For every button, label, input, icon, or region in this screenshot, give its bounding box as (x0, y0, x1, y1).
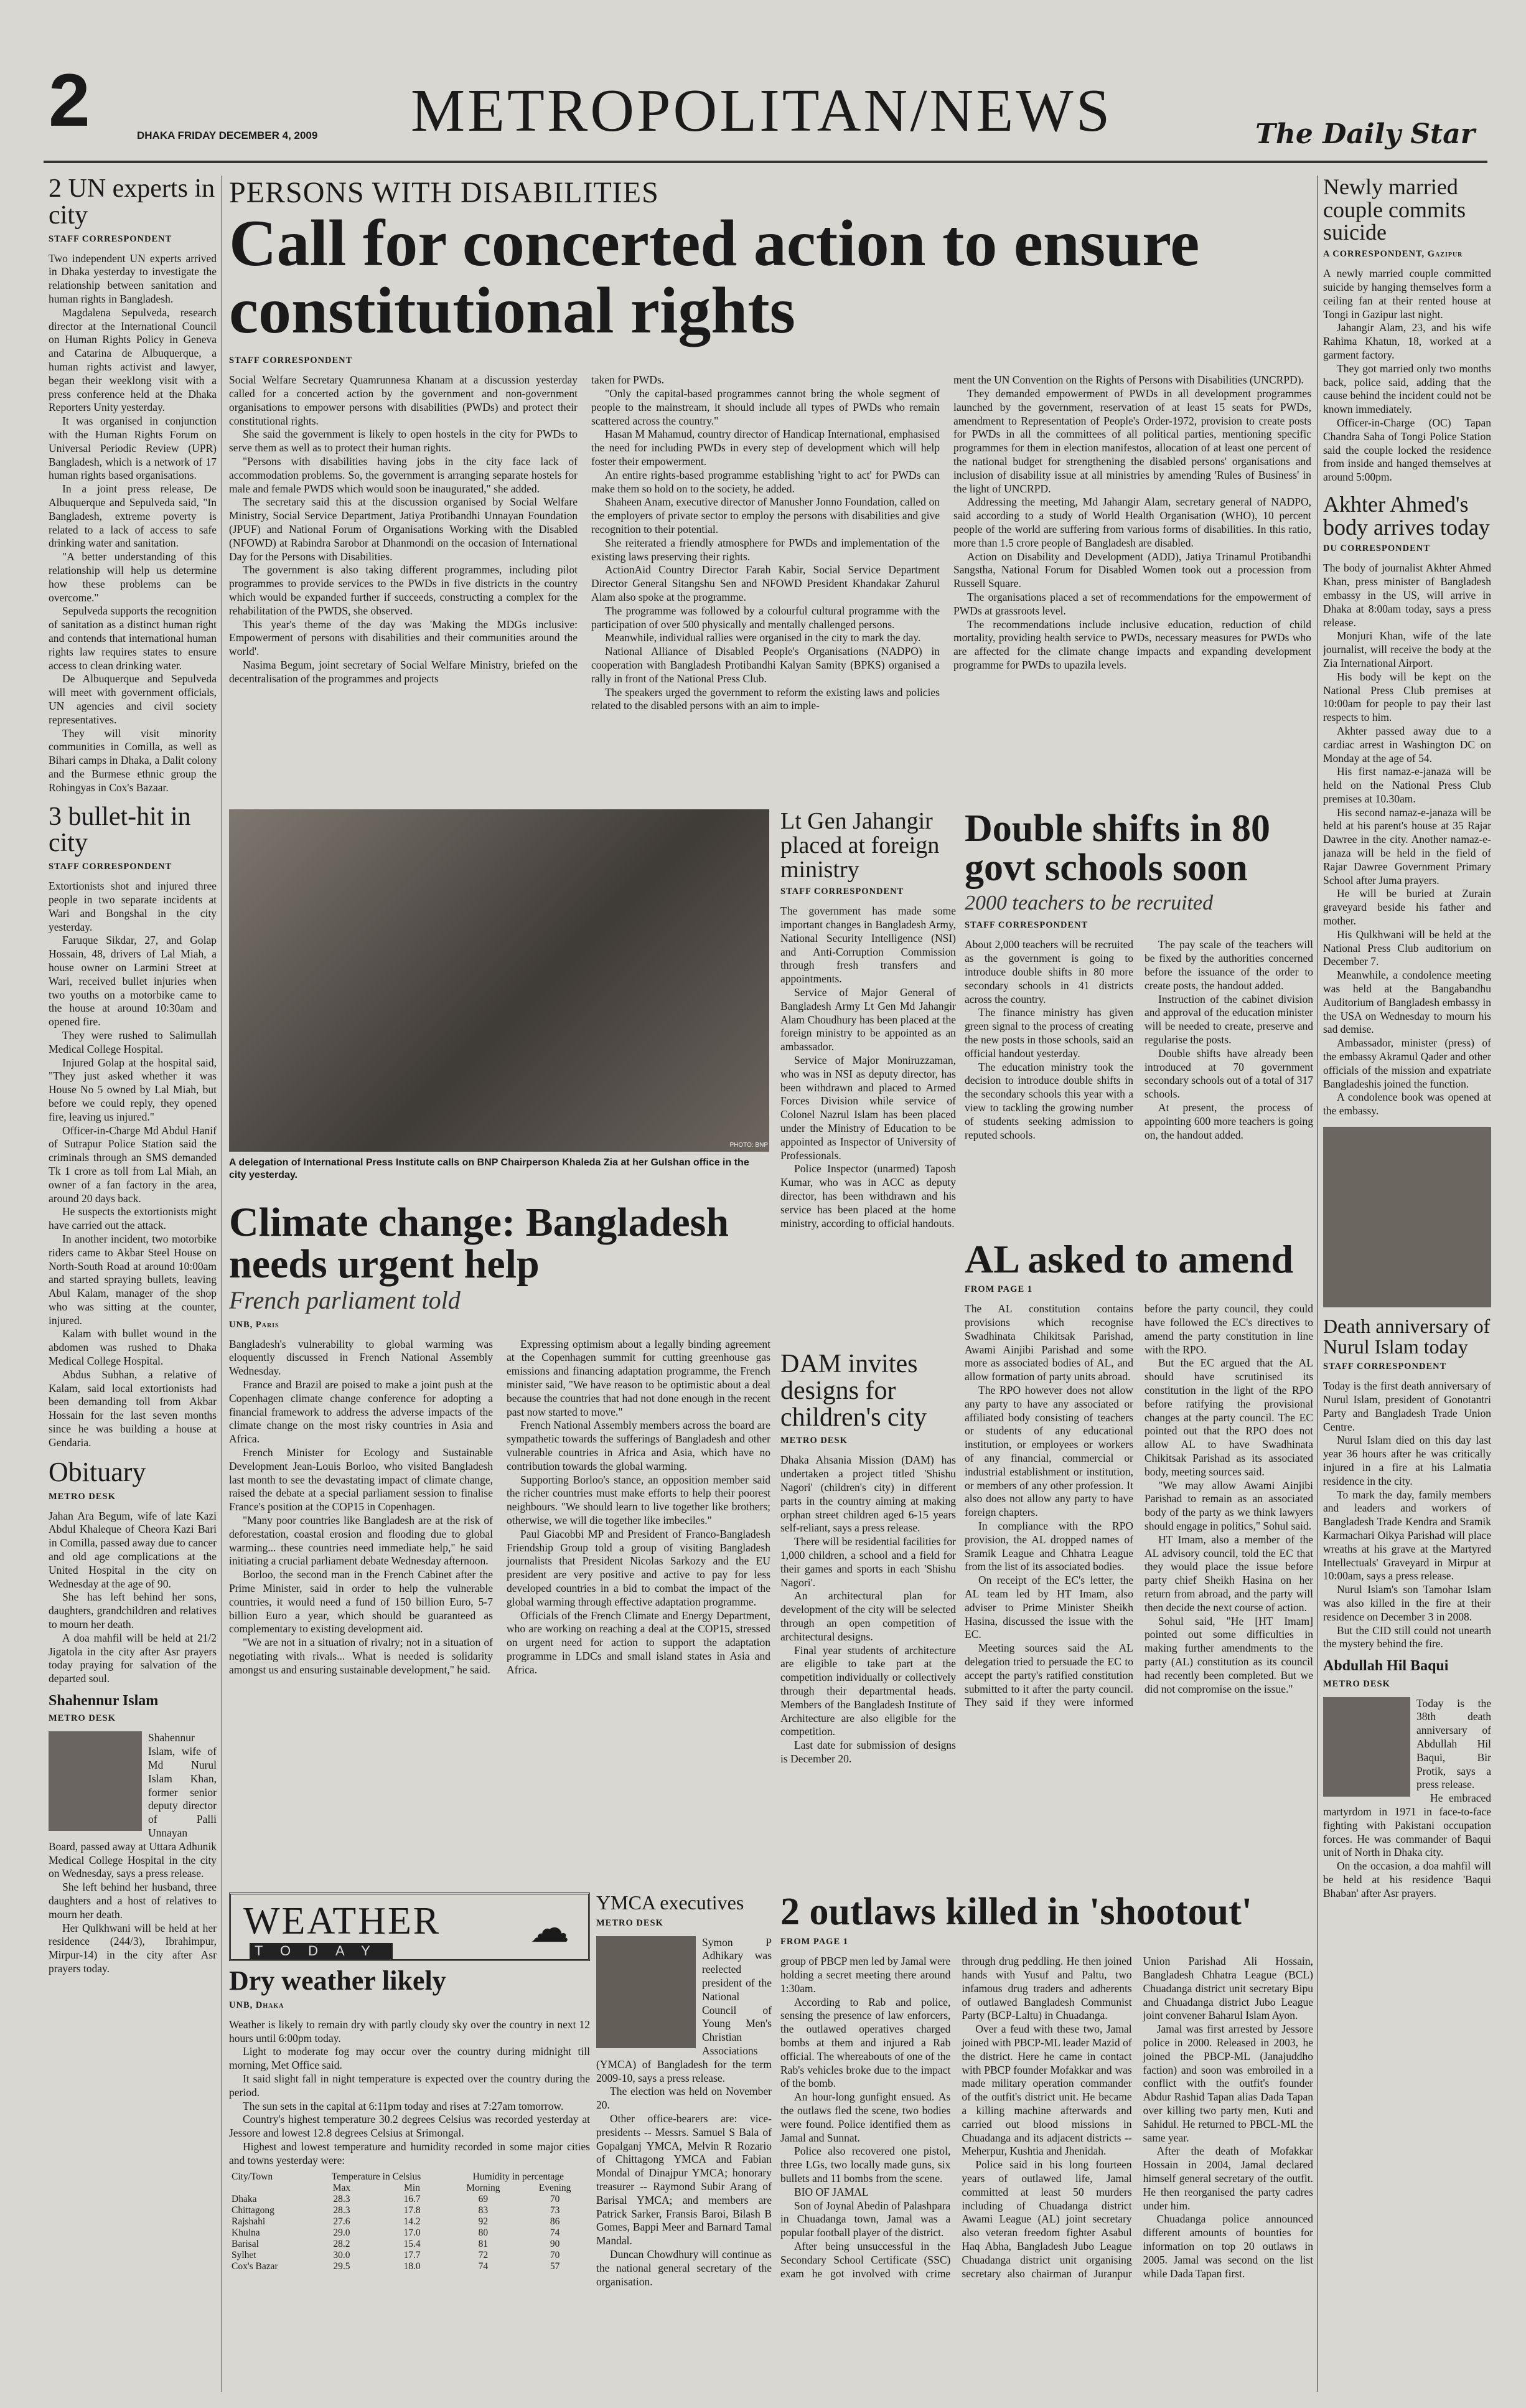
cloud-icon: ☁ (530, 1906, 569, 1950)
paragraph: An entire rights-based programme establishing 'right to act' for PWDs can make them so hold on to the society, he added. (591, 468, 940, 495)
byline: METRO DESK (1323, 1678, 1390, 1689)
lead-col-3 (953, 374, 1311, 713)
paragraph: "We are not in a situation of rivalry; not in a situation of negotiating with rivals... What is needed is solidarity amongst us and ensuring sustainable development," he said. (229, 1636, 493, 1676)
table-row (229, 2205, 590, 2216)
table-cell: 73 (550, 2204, 560, 2216)
byline: METRO DESK (49, 1713, 116, 1724)
headline: Abdullah Hil Baqui (1323, 1658, 1449, 1675)
table-cell: 74 (550, 2227, 560, 2238)
article-outlaws (780, 1893, 1313, 2391)
paragraph: Over a feud with these two, Jamal joined with PBCP-ML leader Mazid of the district. Here he came in contact with PBCP founder Mofakkar and was made military operation commander of the outfit's district unit. He became a killing machine afterwards and carried out blood missions in Chuadanga and its adjacent districts -- Meherpur, Kushtia and Jhenidah. (962, 2023, 1132, 2158)
paragraph: Police said in his long fourteen years of outlawed life, Jamal committed at least 50 murders including of Chuadanga district Awami League (AL) joint secretary also veteran freedom fighter Asabul Haq Abha, Bangladesh Jubo League Chuadanga district unit organising secretary also chairman of Juranpur Union Parishad Ali Hossain, Bangladesh Chhatra League (BCL) Chuadanga district unit secretary Bipu and Chuadanga district Jubo League joint convener Baharul Islam Ayon. (962, 1955, 1313, 2280)
paragraph: Shaheen Anam, executive director of Manusher Jonno Foundation, called on the employers of private sector to employ the persons with disabilities and give recognition to their potential. (591, 496, 940, 535)
paragraph: They were rushed to Salimullah Medical College Hospital. (49, 1028, 217, 1055)
paragraph: Double shifts have already been introduced at 70 government secondary schools out of a total of 317 schools. (1144, 1046, 1313, 1101)
table-cell: 90 (550, 2238, 560, 2249)
paragraph: A doa mahfil will be held at 21/2 Jigatola in the city after Asr prayers today praying for salvation of the departed soul. (49, 1631, 217, 1685)
paragraph: It was organised in conjunction with the Human Rights Forum on Universal Periodic Review (UPR) Bangladesh, which is a network of 17 human rights based organisations. (49, 415, 217, 482)
table-cell: Dhaka (232, 2193, 257, 2204)
byline: STAFF CORRESPONDENT (49, 233, 172, 244)
paragraph: Last date for submission of designs is December 20. (780, 1739, 956, 1766)
table-cell: 28.2 (333, 2238, 350, 2249)
table-cell: 28.3 (333, 2204, 350, 2216)
paragraph: A newly married couple committed suicide by hanging themselves form a ceiling fan at their rented house at Tongi in Gazipur last night. (1323, 267, 1491, 321)
table-cell: 92 (478, 2216, 489, 2227)
table-cell: Barisal (232, 2238, 259, 2249)
byline: METRO DESK (49, 1491, 116, 1502)
paragraph: Nasima Begum, joint secretary of Social Welfare Ministry, briefed on the decentralisation of the programmes and projects (229, 658, 578, 685)
paragraph: He suspects the extortionists might have carried out the attack. (49, 1205, 217, 1232)
byline: STAFF CORRESPONDENT (965, 920, 1088, 931)
table-cell: 81 (478, 2238, 489, 2249)
paragraph: Final year students of architecture are eligible to take part at the competition individually or collectively through their departmental heads. Members of the Bangladesh Institute of Architecture are also eligible for the competition. (780, 1644, 956, 1738)
body (49, 252, 217, 795)
paragraph: They will visit minority communities in Comilla, as well as Bihari camps in Dhaka, a Dalit colony and the Burmese ethnic group the Rohingyas in Cox's Bazaar. (49, 727, 217, 794)
table-cell: Chittagong (232, 2204, 274, 2216)
portrait-photo (1323, 1127, 1491, 1307)
paragraph: An architectural plan for development of the city will be selected through an open competition of architectural designs. (780, 1589, 956, 1643)
headline: 2 outlaws killed in 'shootout' (780, 1893, 1252, 1933)
paragraph: "A better understanding of this relationship will help us determine how these problems can be overcome." (49, 550, 217, 604)
weather-logo-text: WEATHER (243, 1900, 441, 1942)
col-head: Evening (538, 2182, 571, 2193)
body (965, 938, 1313, 1142)
paragraph: ment the UN Convention on the Rights of Persons with Disabilities (UNCRPD). (953, 374, 1304, 387)
paragraph: The education ministry took the decision to introduce double shifts in the secondary schools this year with a view to tackling the growing number of students seeking admission to reputed schools. (965, 1060, 1133, 1141)
article-nurul (1323, 1316, 1491, 1651)
paragraph: The finance ministry has given green signal to the process of creating the new posts in those schools, said an official handout yesterday. (965, 1006, 1133, 1060)
byline: UNB, Dhaka (229, 2000, 284, 2010)
body (965, 1302, 1313, 1886)
paragraph: But the EC argued that the AL should have scrutinised its constitution in the light of the RPO before ratifying the provisional changes at the party council. The EC pointed out that the RPO does not allow AL to have Swadhinata Chikitsak Parishad as its associated body, meeting sources said. (1144, 1357, 1313, 1478)
paragraph: The RPO however does not allow any party to have any associated or affiliated body consisting of teachers or students of any educational institution, or employees or workers of any financial, commercial or industrial establishment or institution, or members of any other profession. It also does not allow any party to have foreign chapters. (965, 1384, 1133, 1519)
col1 (49, 176, 217, 2392)
paragraph: Today is the 38th death anniversary of Abdullah Hil Baqui, Bir Protik, says a press release. (1416, 1696, 1491, 1791)
headline: Climate change: Bangladesh needs urgent help (229, 1202, 729, 1287)
article-double-shifts (965, 809, 1313, 1239)
paragraph: French National Assembly members across the board are sympathetic towards the sufferings of Bangladesh and other vulnerable countries in Africa and Asia, which have no contribution towards the global warming. (507, 1419, 770, 1472)
body (1323, 562, 1491, 1118)
paragraph: She reiterated a friendly atmosphere for PWDs and implementation of the existing laws preserving their rights. (591, 536, 940, 563)
byline: METRO DESK (780, 1436, 848, 1446)
headline: Call for concerted action to ensure constitutional rights (229, 207, 1200, 347)
col6 (1323, 176, 1491, 2392)
body (1323, 267, 1491, 484)
article-weather (229, 1893, 590, 2391)
body (49, 1510, 217, 1686)
byline: STAFF CORRESPONDENT (780, 887, 904, 897)
paragraph: Jamal was first arrested by Jessore police in 2000. Released in 2003, he joined the PBCP-ML (Janajuddho faction) and soon was embroiled in a conflict with the outfit's founder Abdur Rashid Tapan alias Dada Tapan over killing two party men, Kuti and Sahidul. He returned to PBCL-ML the same year. (1143, 2023, 1313, 2144)
body (1323, 1380, 1491, 1651)
paragraph: Kalam with bullet wound in the abdomen was rushed to Dhaka Medical College Hospital. (49, 1327, 217, 1368)
col-head: Morning (466, 2182, 500, 2193)
weather-logo-sub: TODAY (250, 1943, 393, 1959)
paragraph: He will be buried at Zurain graveyard beside his father and mother. (1323, 887, 1491, 928)
paragraph: Her Qulkhwani will be held at her residence (244/3), Ibrahimpur, Mirpur-14) in the city after Asr prayers today. (49, 1921, 217, 1975)
lead-col-1 (229, 374, 578, 713)
paragraph: She has left behind her sons, daughters, grandchildren and relatives to mourn her death. (49, 1591, 217, 1630)
portrait-photo (49, 1731, 142, 1831)
paragraph: Ambassador, minister (press) of the embassy Akramul Qader and other officials of the mission and expatriate Bangladeshis joined the function. (1323, 1037, 1491, 1090)
paragraph: Shahennur Islam, wife of Md Nurul Islam Khan, former senior deputy director of Palli Unnayan Board, passed away at Uttara Adhunik Medical College Hospital in the city on Wednesday, says a press release. (49, 1731, 217, 1880)
lead-col-2 (591, 374, 940, 713)
weather-logo (229, 1893, 590, 1961)
paragraph: HT Imam, also a member of the AL advisory council, told the EC that they would place the issue before party chief Sheikh Hasina on her return from abroad, and the party will then decide the next course of action. (1144, 1533, 1313, 1614)
table-cell: Khulna (232, 2227, 260, 2238)
paragraph: Today is the first death anniversary of Nurul Islam, president of Gonotantri Party and Bangladesh Trade Union Centre. (1323, 1380, 1491, 1433)
col-head: Temperature in Celsius (331, 2171, 421, 2182)
table-cell: 17.7 (403, 2249, 421, 2260)
byline: STAFF CORRESPONDENT (49, 862, 172, 872)
article-obituary (49, 1456, 217, 1686)
table-row (229, 2216, 590, 2227)
paragraph: Sohul said, "He [HT Imam] pointed out some difficulties in making further amendments to the party (AL) constitution as its council had recently been completed. But we did not compromise on the issue." (1144, 1614, 1313, 1695)
paragraph: On receipt of the EC's letter, the AL team led by HT Imam, also adviser to Prime Minister Sheikh Hasina, discussed the issue with the EC. (965, 1574, 1133, 1641)
paragraph: Highest and lowest temperature and humidity recorded in some major cities and towns yesterday were: (229, 2140, 590, 2166)
page-number: 2 (49, 62, 90, 142)
paragraph: His Qulkhwani will be held at the National Press Club auditorium on December 7. (1323, 928, 1491, 968)
paragraph: Meanwhile, individual rallies were organised in the city to mark the day. (605, 631, 921, 644)
paragraph: The government is also taking different programmes, including pilot programmes to provide services to the PWDs in five districts in the country which would be expanded further if succeeds, constructing a complex for the rehabilitation of the PWDS, she observed. (229, 563, 578, 617)
table-row (229, 2227, 590, 2239)
paragraph: Jahan Ara Begum, wife of late Kazi Abdul Khaleque of Cheora Kazi Bari in Comilla, passed away due to cancer and old age complications at the United Hospital in the city on Wednesday at the age of 90. (49, 1509, 217, 1590)
masthead (44, 62, 1487, 156)
col-head: Humidity in percentage (472, 2171, 564, 2182)
paragraph: Bangladesh's vulnerability to global warming was eloquently discussed in French National Assembly Wednesday. (229, 1337, 493, 1378)
table-cell: 16.7 (403, 2193, 421, 2204)
table-cell: Rajshahi (232, 2216, 266, 2227)
paragraph: In another incident, two motorbike riders came to Akbar Steel House on North-South Road at around 10:00am and started spraying bullets, leaving Abul Kalam, manager of the shop who was sitting at the counter, injured. (49, 1232, 217, 1327)
byline: FROM PAGE 1 (965, 1284, 1032, 1295)
paragraph: According to Rab and police, sensing the presence of law enforcers, the outlawed operatives charged bombs at them and injured a Rab official. The whereabouts of one of the Rab's vehicles broke due to the impact of the bomb. (780, 1995, 951, 2090)
col-divider (1317, 176, 1318, 2392)
article-jahangir (780, 809, 956, 1363)
body (780, 1955, 1313, 2391)
paragraph: It said slight fall in night temperature is expected over the country during the period. (229, 2072, 590, 2099)
byline: FROM PAGE 1 (780, 1937, 848, 1947)
paragraph: On the occasion, a doa mahfil will be held at his residence 'Baqui Bhaban' after Asr prayers. (1323, 1860, 1491, 1899)
paragraph: To mark the day, family members and leaders and workers of Bangladesh Trade Kendra and Sramik Karmachari Oikya Parishad will place wreaths at his grave at the Martyred Intellectuals' Graveyard in Mirpur at 10:00am, says a press release. (1323, 1488, 1491, 1583)
paragraph: Police Inspector (unarmed) Taposh Kumar, who was in ACC as deputy director, has been withdrawn and his service has been placed at the home ministry, according to official handouts. (780, 1162, 956, 1230)
paragraph: The organisations placed a set of recommendations for the empowerment of PWDs at grassroots level. (953, 590, 1311, 617)
table-cell: Sylhet (232, 2249, 256, 2260)
paragraph: Instruction of the cabinet division and approval of the education minister will be needed to create, preserve and regularise the posts. (1144, 992, 1313, 1046)
table-cell: 86 (550, 2216, 560, 2227)
table-row (229, 2261, 590, 2272)
lead-story (229, 176, 1312, 804)
paragraph: Other office-bearers are: vice-presidents -- Messrs. Samuel S Bala of Gopalganj YMCA, Melvin R Rozario of Chittagong YMCA and Fabian Mondal of Dinajpur YMCA; honorary treasurer -- Raymond Subir Arang of Barisal YMCA; and members are Patrick Sarker, Fransis Baroi, Bilash B Gomes, Bappi Meer and Barnard Tamal Mandal. (596, 2112, 772, 2247)
paragraph: About 2,000 teachers will be recruited as the government is going to introduce double shifts in 80 more secondary schools in 41 districts across the country. (965, 938, 1133, 1005)
paragraph: Addressing the meeting, Md Jahangir Alam, secretary general of NADPO, said according to a study of World Health Organisation (WHO), 10 percent people of the world are suffering from various forms of disabilities. In this ratio, more than 1.5 crore people of Bangladesh are disabled. (953, 496, 1311, 549)
paragraph: Son of Joynal Abedin of Palashpara in Chuadanga town, Jamal was a popular football player of the district. (780, 2199, 951, 2239)
paragraph: Dhaka Ahsania Mission (DAM) has undertaken a project titled 'Shishu Nagori' (children's city) in different parts in the country aiming at making orphan street children aged 6-15 years self-reliant, says a press release. (780, 1454, 956, 1535)
article-un-experts (49, 176, 217, 795)
table-cell: 14.2 (403, 2216, 421, 2227)
portrait-photo (596, 1936, 696, 2048)
headline: Akhter Ahmed's body arrives today (1323, 491, 1490, 540)
headline: YMCA executives (596, 1893, 744, 1914)
body (229, 1338, 770, 1861)
paragraph: Nurul Islam died on this day last year 36 hours after he was critically injured in a fire at his Lalmatia residence in the city. (1323, 1434, 1491, 1487)
article-couple (1323, 176, 1491, 484)
paragraph: National Alliance of Disabled People's Organisations (NADPO) in cooperation with Bangladesh Protibandhi Kalyan Samity (BPKS) organised a rally in front of the National Press Club. (591, 645, 940, 685)
paragraph: taken for PWDs. (591, 374, 665, 387)
photo-block (229, 809, 770, 1192)
table-cell: 29.5 (333, 2260, 350, 2272)
paragraph: A condolence book was opened at the embassy. (1323, 1091, 1491, 1117)
article-dam (780, 1351, 956, 1886)
paragraph: "We may allow Awami Ainjibi Parishad to remain as an associated body of the party as we think lawyers should engage in politics," Sohul said. (1144, 1479, 1313, 1533)
paragraph: Duncan Chowdhury will continue as the national general secretary of the organisation. (596, 2247, 772, 2288)
paragraph: Borloo, the second man in the French Cabinet after the Prime Minister, said in order to help the vulnerable countries, it would need a fund of 150 billion Euro, 5-7 billion Euro a year, which should be guaranteed as complementary to existing development aid. (229, 1568, 493, 1635)
paragraph: In a joint press release, De Albuquerque and Sepulveda said, "In Bangladesh, extreme poverty is related to a lack of access to safe drinking water and sanitation. (49, 482, 217, 550)
table-cell: 83 (478, 2204, 489, 2216)
paragraph: ActionAid Country Director Farah Kabir, Social Service Department Director General Sitangshu Sen and NFOWD President Khandakar Zahurul Alam also spoke at the programme. (591, 563, 940, 603)
paragraph: French Minister for Ecology and Sustainable Development Jean-Louis Borloo, who visited Bangladesh last month to see the devastating impact of climate change, raised the debate at a special parliament session to finalise France's position at the COP15 in Copenhagen. (229, 1446, 493, 1513)
article-baqui (1323, 1658, 1491, 1900)
paragraph: After the death of Mofakkar Hossain in 2004, Jamal declared himself general secretary of the outfit. He then reorganised the party cadres under him. (1143, 2145, 1313, 2212)
table-cell: 72 (478, 2249, 489, 2260)
paragraph: "Persons with disabilities having jobs in the city face lack of accommodation problems. So, the government is arranging separate hostels for male and female PWDS which would soon be inaugurated," she added. (229, 455, 578, 495)
subheadline: French parliament told (229, 1286, 461, 1314)
table-cell: 74 (478, 2260, 489, 2272)
headline: Double shifts in 80 govt schools soon (965, 809, 1270, 890)
paragraph: At present, the process of appointing 600 more teachers is going on, the handout added. (1144, 1101, 1313, 1141)
paragraph: Injured Golap at the hospital said, "They just asked whether it was House No 5 owned by Lal Miah, but before we could reply, they opened fire, leaving us injured." (49, 1056, 217, 1123)
paragraph: She left behind her husband, three daughters and a host of relatives to mourn her death. (49, 1881, 217, 1921)
table-cell: 69 (478, 2193, 489, 2204)
paragraph: Officer-in-Charge (OC) Tapan Chandra Saha of Tongi Police Station said the couple locked the residence from inside and hanged themselves at around 5:00pm. (1323, 416, 1491, 484)
byline: DU CORRESPONDENT (1323, 543, 1430, 554)
paragraph: "Only the capital-based programmes cannot bring the whole segment of people to the mainstream, it should include all types of PWDs who remain scattered across the country." (591, 387, 940, 427)
body (780, 1454, 956, 1766)
subheadline: 2000 teachers to be recruited (965, 891, 1214, 915)
paragraph: The speakers urged the government to reform the existing laws and policies related to the disabled persons with an aim to imple- (591, 685, 940, 712)
table-cell: 18.0 (403, 2260, 421, 2272)
paragraph: The recommendations include inclusive education, reduction of child mortality, providing health service to PWDs, necessary measures for PWDs who are affected for the climate change impacts and expanding development programme for PWDs to upazila levels. (953, 618, 1311, 671)
body (49, 880, 217, 1449)
paragraph: Weather is likely to remain dry with partly cloudy sky over the country in next 12 hours until 6:00pm today. (229, 2018, 590, 2044)
table-cell: 30.0 (333, 2249, 350, 2260)
paragraph: Monjuri Khan, wife of the late journalist, will receive the body at the Zia International Airport. (1323, 629, 1491, 669)
paragraph: His body will be kept on the National Press Club premises at 10:00am for people to pay their last respects to him. (1323, 670, 1491, 724)
paragraph: The election was held on November 20. (596, 2085, 772, 2112)
col-head: Max (332, 2182, 351, 2193)
paragraph: After being unsuccessful in the Secondary School Certificate (SSC) exam he got involved with crime through drug peddling. He then joined hands with Yusuf and Paltu, two infamous drug traders and adherents of outlawed Bangladesh Communist Party (BCP-Laltu) in Chuadanga. (780, 1955, 1132, 2280)
table-cell: 17.8 (403, 2204, 421, 2216)
article-al (965, 1239, 1313, 1886)
paragraph: Faruque Sikdar, 27, and Golap Hossain, 48, drivers of Lal Miah, a house owner on Larmini Street at Wari, received bullet injuries when two youths on a motorbike came to the house at around 10:30am and opened fire. (49, 934, 217, 1028)
photo-credit: PHOTO: BNP (729, 1142, 768, 1149)
table-cell: 28.3 (333, 2193, 350, 2204)
table-row (229, 2194, 590, 2205)
paragraph: Police also recovered one pistol, three LGs, two locally made guns, six bullets and 11 bombs from the scene. (780, 2145, 951, 2185)
paragraph: His first namaz-e-janaza will be held on the National Press Club premises at 10.30am. (1323, 765, 1491, 805)
paragraph: The pay scale of the teachers will be fixed by the authorities concerned before the issuance of the order to create posts, the handout added. (1144, 938, 1313, 992)
table-cell: 57 (550, 2260, 560, 2272)
article-akhter (1323, 493, 1491, 1118)
headline: Death anniversary of Nurul Islam today (1323, 1315, 1491, 1358)
paragraph: Officials of the French Climate and Energy Department, who are working on reaching a deal at the COP15, stressed on urgent need for action to support the adaptation programme in LDCs and small island states in Asia and Africa. (507, 1609, 770, 1676)
paragraph: Country's highest temperature 30.2 degrees Celsius was recorded yesterday at Jessore and lowest 12.8 degrees Celsius at Srimongal. (229, 2113, 590, 2140)
headline: Obituary (49, 1456, 146, 1487)
paragraph: But the CID still could not unearth the mystery behind the fire. (1323, 1624, 1491, 1650)
byline: METRO DESK (596, 1917, 663, 1928)
paragraph: Supporting Borloo's stance, an opposition member said the richer countries must make efforts to help their poorest neighbours. "We should learn to live together like brothers; otherwise, we will die together like imbeciles." (507, 1473, 770, 1526)
paragraph: Extortionists shot and injured three people in two separate incidents at Wari and Bongshal in the city yesterday. (49, 880, 217, 933)
paragraph: Sepulveda supports the recognition of sanitation as a distinct human right and contends that international human rights law requires states to ensure access to clean drinking water. (49, 604, 217, 672)
col-head: Min (404, 2182, 420, 2193)
paragraph: Jahangir Alam, 23, and his wife Rahima Khatun, 18, worked at a garment factory. (1323, 321, 1491, 361)
headline: Shahennur Islam (49, 1692, 159, 1709)
body (229, 2018, 590, 2168)
paragraph: De Albuquerque and Sepulveda will meet with government officials, UN agencies and civil society representatives. (49, 672, 217, 726)
table-row (229, 2239, 590, 2250)
col-head: City/Town (232, 2171, 273, 2182)
paragraph: Service of Major Moniruzzaman, who was in NSI as deputy director, has been withdrawn and placed to Armed Forces Division while service of Colonel Nazrul Islam has been placed under the Ministry of Education to be appointed as Inspector of University of Professionals. (780, 1054, 956, 1162)
table-cell: 27.6 (333, 2216, 350, 2227)
paragraph: He embraced martyrdom in 1971 in face-to-face fighting with Pakistani occupation forces. He was commander of Baqui unit of North in Dhaka city. (1323, 1792, 1491, 1859)
body (780, 905, 956, 1230)
paragraph: The government has made some important changes in Bangladesh Army, National Security Intelligence (NSI) and Anti-Corruption Commission through fresh transfers and appointments. (780, 905, 956, 985)
paragraph: Paul Giacobbi MP and President of Franco-Bangladesh Friendship Group told a group of visiting Bangladesh journalists that President Nicolas Sarkozy and the EU president are very positive and active to pay for less developed countries in a bid to combat the impact of the global warming through effective adaptation programme. (507, 1527, 770, 1608)
paragraph: The body of journalist Akhter Ahmed Khan, press minister of Bangladesh embassy in the US, will arrive in Dhaka at 8:00am today, says a press release. (1323, 562, 1491, 629)
paragraph: Meeting sources said the AL delegation tried to persuade the EC to accept the party's ratified constitution submitted to it after the party council. They said if they were informed before the party council, they could have followed the EC's directives to amend the party constitution in line with the RPO. (965, 1302, 1313, 1709)
paper-logo: The Daily Star (1255, 118, 1475, 150)
headline: Dry weather likely (229, 1965, 446, 1996)
dateline: DHAKA FRIDAY DECEMBER 4, 2009 (137, 129, 318, 141)
paragraph: Light to moderate fog may occur over the country during midnight till morning, Met Office said. (229, 2045, 590, 2072)
portrait-photo (1323, 1697, 1410, 1797)
paragraph: There will be residential facilities for 1,000 children, a school and a field for their games and sports in each 'Shishu Nagori'. (780, 1535, 956, 1589)
paragraph: Chuadanga police announced different amounts of bounties for information on top 20 outlaws in 2005. Jamal was second on the list while Dada Tapan first. (1143, 2213, 1313, 2280)
paragraph: The sun sets in the capital at 6:11pm today and rises at 7:27am tomorrow. (243, 2099, 564, 2112)
paragraph: They got married only two months back, police said, adding that the cause behind the incident could not be known immediately. (1323, 362, 1491, 416)
byline: STAFF CORRESPONDENT (229, 355, 353, 366)
paragraph: They demanded empowerment of PWDs in all development programmes launched by the government, reservation of at least 15 seats for PWDs, amendment to Representation of People's Order-1972, provision to create posts for PWDs in all the committees of all political parties, mentioning specific programmes for them in election manifestos, allocation of at least one percent of the national budget for strengthening the disabled persons' organisations and inclusion of disability issue at all ministries by amending 'Rules of Business' in the light of UNCRPD. (953, 387, 1311, 495)
paragraph: Expressing optimism about a legally binding agreement at the Copenhagen summit for cutting greenhouse gas emissions and financing adaptation programme, the French minister said, "We have reason to be optimistic about a deal because the countries that had not done enough in the recent past now started to move." (507, 1337, 770, 1418)
paragraph: In compliance with the RPO provision, the AL dropped names of Sramik League and Chhatra League from the list of its associated bodies. (965, 1520, 1133, 1573)
paragraph: Magdalena Sepulveda, research director at the International Council on Human Rights Policy in Geneva and Catarina de Albuquerque, a human rights activist and lawyer, began their weeklong visit with a press conference held at the Dhaka Reporters Unity yesterday. (49, 306, 217, 414)
paragraph: "Many poor countries like Bangladesh are at the risk of deforestation, coastal erosion and flooding due to global warming... these countries need immediate help," he said initiating a crucial parliament debate Wednesday afternoon. (229, 1513, 493, 1568)
paragraph: Nurul Islam's son Tamohar Islam was also killed in the fire at their residence on December 3 in 2008. (1323, 1583, 1491, 1623)
paragraph: His second namaz-e-janaza will be held at his parent's house at 35 Rajar Dawree in the city. Another namaz-e-janaza will be held in the field of Rajar Dawree Government Primary School after Juma prayers. (1323, 806, 1491, 887)
paragraph: Two independent UN experts arrived in Dhaka yesterday to investigate the relationship between sanitation and human rights in Bangladesh. (49, 252, 217, 306)
paragraph: Social Welfare Secretary Quamrunnesa Khanam at a discussion yesterday called for a concerted action by the government and non-government organisations to empower persons with disabilities (PWDs) and protect their constitutional rights. (229, 374, 578, 427)
table-cell: 17.0 (403, 2227, 421, 2238)
lead-columns (229, 374, 1312, 713)
article-climate (229, 1202, 770, 1886)
masthead-rule (44, 161, 1487, 163)
table-cell: Cox's Bazar (232, 2260, 278, 2272)
paragraph: The secretary said this at the discussion organised by Social Welfare Ministry, Social Service Department, Jatiya Protibandhi Unnayan Foundation (JPUF) and National Forum of Organisations Working with the Disabled (NFOWD) at Rabindra Sarobor at Dhanmondi on the occasion of International Day for the Persons with Disabilities. (229, 496, 578, 563)
paragraph: She said the government is likely to open hostels in the city for PWDs to serve them as well as to protect their human rights. (229, 428, 578, 454)
headline: Newly married couple commits suicide (1323, 176, 1466, 245)
photo-caption: A delegation of International Press Institute calls on BNP Chairperson Khaleda Zia at her Gulshan office in the city yesterday. (229, 1157, 749, 1180)
table-cell: 15.4 (403, 2238, 421, 2249)
paragraph: Service of Major General of Bangladesh Army Lt Gen Md Jahangir Alam Choudhury has been placed at the foreign ministry to be appointed as an ambassador. (780, 986, 956, 1053)
paragraph: Hasan M Mahamud, country director of Handicap International, emphasised the need for including PWDs in every step of development which will help foster their empowerment. (591, 428, 940, 468)
paragraph: Symon P Adhikary was reelected president of the National Council of Young Men's Christian Associations (YMCA) of Bangladesh for the term 2009-10, says a press release. (596, 1935, 772, 2084)
headline: 3 bullet-hit in city (49, 802, 191, 858)
byline: UNB, Paris (229, 1319, 279, 1330)
paragraph: The AL constitution contains provisions which recognise Swadhinata Chikitsak Parishad, Awami Ainjibi Parishad and some more as associated bodies of AL, and allow formation of party units abroad. (965, 1302, 1133, 1383)
paragraph: The programme was followed by a colourful cultural programme with the participation of over 500 physically and mentally challenged persons. (591, 604, 940, 631)
article-ymca (596, 1893, 772, 2391)
paragraph: BIO OF JAMAL (794, 2185, 869, 2198)
paragraph: Akhter passed away due to a cardiac arrest in Washington DC on Monday at the age of 54. (1323, 724, 1491, 764)
paragraph: Abdus Subhan, a relative of Kalam, said local extortionists had been demanding toll from Akbar Hossain for the last seven months since he was building a house at Gendaria. (49, 1368, 217, 1449)
news-photo (229, 809, 769, 1152)
weather-rows (229, 2194, 590, 2272)
table-cell: 80 (478, 2227, 489, 2238)
paragraph: Action on Disability and Development (ADD), Jatiya Trinamul Protibandhi Sangstha, National Forum for Disabled Women took out a procession from Russell Square. (953, 550, 1311, 590)
weather-table (229, 2171, 590, 2272)
headline: 2 UN experts in city (49, 176, 215, 230)
headline: AL asked to amend (965, 1239, 1294, 1281)
paragraph: France and Brazil are poised to make a joint push at the Copenhagen climate change conference for adopting a financial framework to address the adverse impacts of the climate change on the most risky countries in Asia and Africa. (229, 1378, 493, 1446)
table-cell: 70 (550, 2249, 560, 2260)
kicker: PERSONS WITH DISABILITIES (229, 176, 659, 209)
byline: A CORRESPONDENT, Gazipur (1323, 249, 1463, 260)
article-bullet-hit (49, 804, 217, 1450)
paragraph: Meanwhile, a condolence meeting was held at the Bangabandhu Auditorium of Bangladesh embassy in the USA on Wednesday to mourn his sad demise. (1323, 969, 1491, 1036)
headline: Lt Gen Jahangir placed at foreign ministry (780, 809, 940, 883)
article-shahennur (49, 1693, 217, 1976)
paragraph: An hour-long gunfight ensued. As the outlaws fled the scene, two bodies were found. Police identified them as Jamal and Sunnat. (780, 2091, 951, 2144)
paragraph: group of PBCP men led by Jamal were holding a secret meeting there around 1:30am. (780, 1955, 951, 1995)
section-title: METROPOLITAN/NEWS (411, 77, 1113, 144)
paragraph: This year's theme of the day was 'Making the MDGs inclusive: Empowerment of persons with disabilities and their communities around the world'. (229, 618, 578, 658)
table-row (229, 2250, 590, 2261)
paragraph: Officer-in-Charge Md Abdul Hanif of Sutrapur Police Station said the criminals through an SMS demanded Tk 1 crore as toll from Lal Miah, an owner of a fan factory in the area, around 20 days back. (49, 1124, 217, 1205)
table-cell: 29.0 (333, 2227, 350, 2238)
byline: STAFF CORRESPONDENT (1323, 1362, 1447, 1372)
table-cell: 70 (550, 2193, 560, 2204)
headline: DAM invites designs for children's city (780, 1351, 927, 1432)
